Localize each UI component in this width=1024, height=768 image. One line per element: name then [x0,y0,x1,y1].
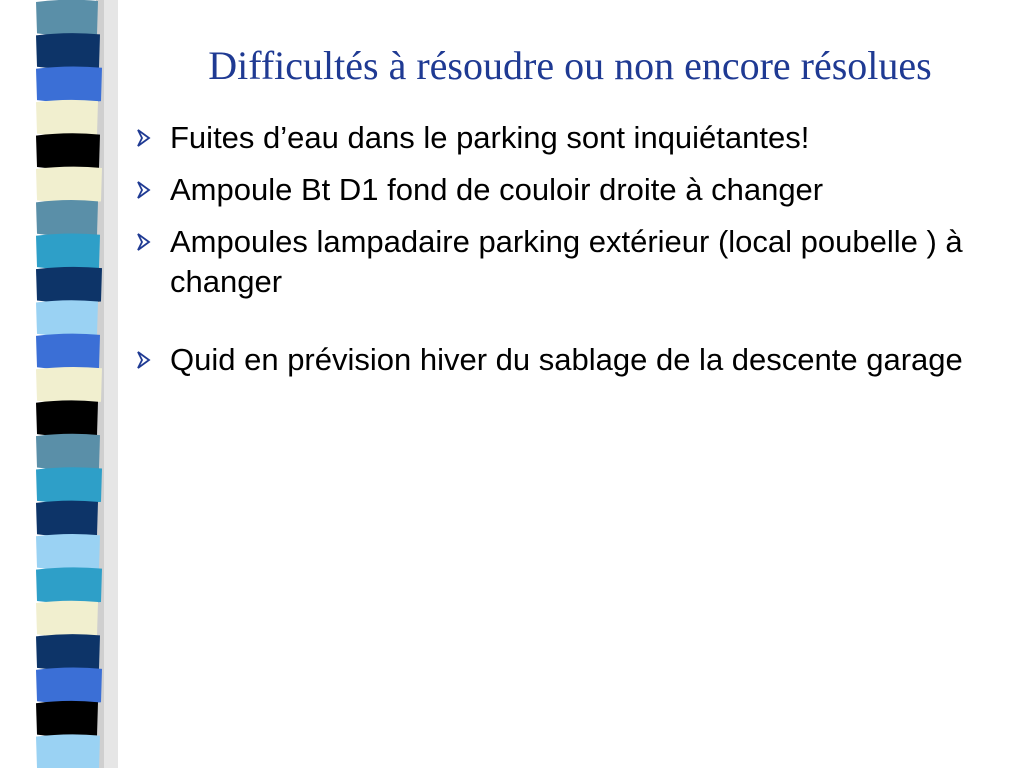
slide-title: Difficultés à résoudre ou non encore résolues [208,43,932,88]
decorative-strip-block [36,233,100,269]
decorative-color-strip [0,0,120,768]
bullet-text: Ampoule Bt D1 fond de couloir droite à changer [170,172,824,207]
decorative-strip-block [36,100,98,136]
decorative-strip-block [36,367,102,403]
bullet-item [132,340,992,380]
bullet-text: Ampoules lampadaire parking extérieur (local poubelle ) à changer [170,224,963,299]
chevron-right-icon [134,180,154,200]
decorative-strip-block [36,400,98,436]
decorative-strip-block [36,334,100,370]
bullet-item [132,170,992,210]
decorative-strip-block [36,467,102,503]
bullet-list [132,118,992,392]
chevron-right-icon [134,350,154,370]
decorative-strip-block [36,267,102,303]
decorative-strip-block [36,601,98,637]
decorative-strip-block [36,300,98,336]
bullet-text: Quid en prévision hiver du sablage de la descente garage [170,342,963,377]
chevron-right-icon [134,128,154,148]
chevron-right-icon [134,232,154,252]
decorative-strip-block [36,167,102,203]
decorative-strip-block [36,567,102,603]
decorative-strip-block [36,200,98,236]
decorative-strip-block [36,534,100,570]
decorative-strip-block [36,133,100,169]
bullet-text: Fuites d’eau dans le parking sont inquiétantes! [170,120,810,155]
decorative-strip-block [36,66,102,102]
decorative-strip-block [36,668,102,704]
decorative-strip-block [36,501,98,537]
bullet-item [132,222,992,302]
decorative-strip-block [36,33,100,69]
bullet-item [132,118,992,158]
decorative-strip-block [36,701,98,737]
decorative-strip-block [36,634,100,670]
decorative-strip-graphic [0,0,120,768]
decorative-strip-block [36,734,100,768]
decorative-strip-block [36,434,100,470]
decorative-strip-block [36,0,98,36]
